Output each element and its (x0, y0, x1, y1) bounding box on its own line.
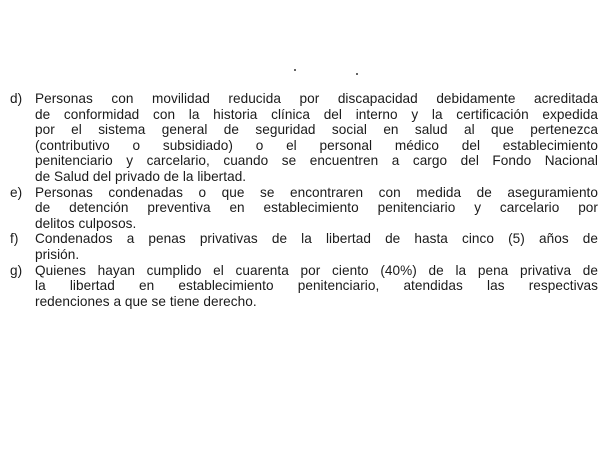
list-item-f (10, 231, 598, 262)
text-line: (contributivo o subsidiado) o el personal médico del establecimiento (35, 137, 598, 153)
scan-speck (356, 73, 358, 75)
list-marker: e) (10, 184, 23, 200)
lettered-list (10, 91, 598, 309)
text-line: Quienes hayan cumplido el cuarenta por ciento (40%) de la pena privativa de (35, 262, 598, 278)
text-line: de Salud del privado de la libertad. (35, 168, 247, 184)
list-marker: d) (10, 91, 23, 106)
text-line: penitenciario y carcelario, cuando se encuentren a cargo del Fondo Nacional (35, 153, 598, 169)
list-item-d (10, 91, 598, 185)
scan-speck (294, 69, 296, 71)
list-marker: f) (10, 231, 19, 247)
text-line: delitos culposos. (35, 215, 137, 231)
text-line: Personas condenadas o que se encontraren con medida de aseguramiento (35, 184, 598, 200)
list-item-e (10, 185, 598, 232)
text-line: de conformidad con la historia clínica del interno y la certificación expedida (35, 106, 598, 122)
text-line: la libertad en establecimiento penitenciario, atendidas las respectivas (35, 278, 598, 294)
text-line: de detención preventiva en establecimiento penitenciario y carcelario por (35, 200, 598, 216)
text-line: Condenados a penas privativas de la libertad de hasta cinco (5) años de (35, 231, 598, 247)
list-item-g (10, 263, 598, 310)
text-line: Personas con movilidad reducida por discapacidad debidamente acreditada (35, 91, 598, 106)
text-line: prisión. (35, 246, 80, 262)
list-marker: g) (10, 262, 23, 278)
text-line: redenciones a que se tiene derecho. (35, 293, 257, 309)
text-line: por el sistema general de seguridad social en salud al que pertenezca (35, 122, 598, 138)
